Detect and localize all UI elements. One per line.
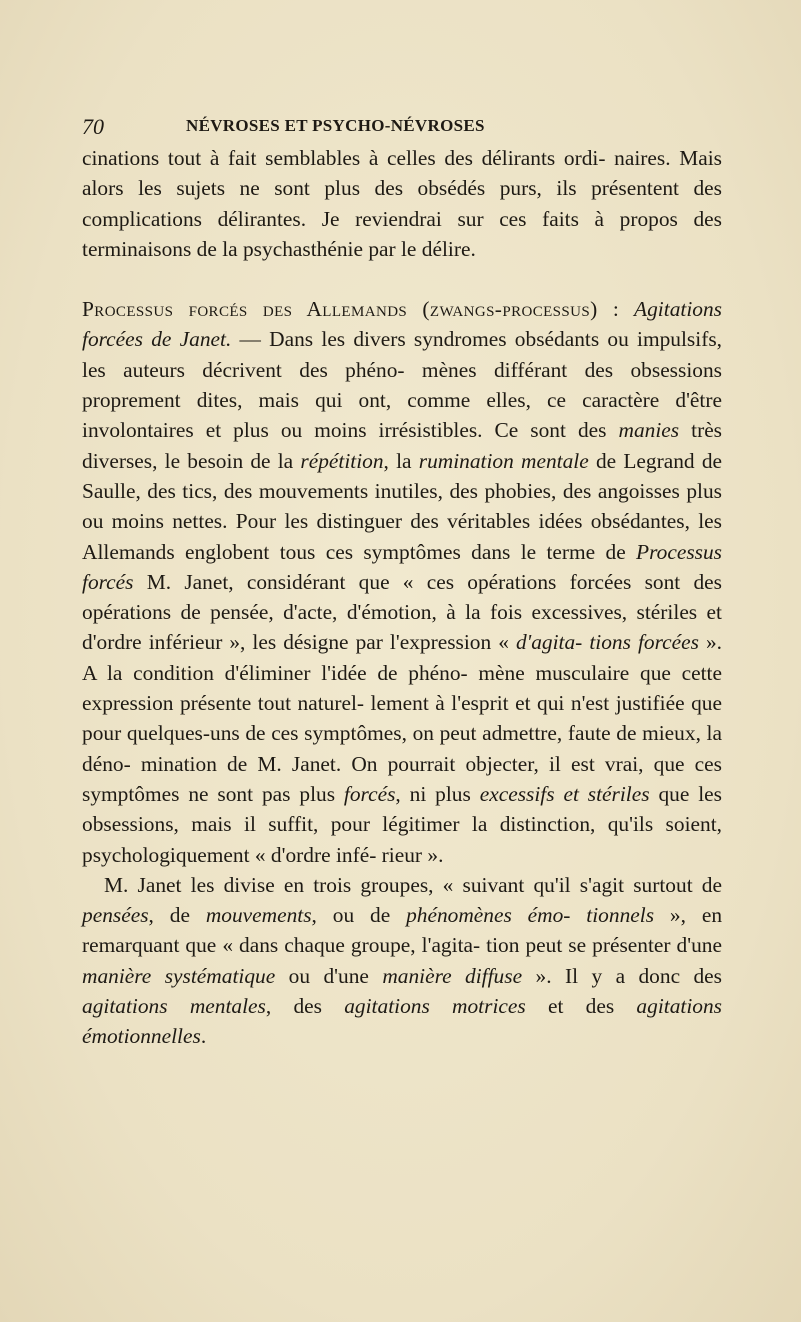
emphasis: manière diffuse [382, 963, 523, 988]
text-run: M. Janet les divise en trois groupes, « suivant qu'il s'agit surtout de [104, 872, 722, 897]
emphasis: pensées [82, 903, 149, 928]
paragraph-3 [82, 870, 722, 1052]
emphasis: Processus forcés [82, 539, 722, 594]
page-number: 70 [82, 114, 104, 139]
running-head [82, 114, 724, 138]
emphasis: agitations motrices [344, 994, 526, 1019]
emphasis: mouvements [205, 903, 312, 928]
text-run: M. Janet, considérant que « ces opérations forcées sont des opérations de pensée, d'acte, d'émotion, à la fois excessives, stériles et d'ordre inférieur », les désigne par l'expression « [82, 569, 722, 655]
text-run: — Dans les divers syndromes obsédants ou impulsifs, les auteurs décrivent des phéno- mènes différant des obsessions proprement dites, mais qui ont, comme elles, ce caractère d'être involontaires et plus ou moins irrésistibles. Ce sont des [82, 327, 722, 443]
emphasis: forcés [343, 781, 396, 806]
emphasis: agitations émotionnelles [82, 994, 722, 1049]
text-run: très diverses, le besoin de la [82, 418, 723, 473]
text-run: ». Il y a donc des [522, 963, 722, 988]
text-run: que les obsessions, mais il suffit, pour légitimer la distinction, qu'ils soient, psychologiquement « d'ordre infé- rieur ». [82, 781, 722, 867]
text-run: ou d'une [275, 963, 383, 988]
emphasis: d'agita- tions forcées [515, 630, 699, 655]
emphasis: rumination mentale [418, 448, 589, 473]
running-title: NÉVROSES ET PSYCHO-NÉVROSES [186, 116, 485, 135]
paragraph-1: cinations tout à fait semblables à celles des délirants ordi- naires. Mais alors les sujets ne sont plus des obsédés purs, ils présentent des complications délirantes. Je reviendrai sur ces faits à propos des terminaisons de la psychasthénie par le délire. [82, 146, 722, 261]
section-subheading: Agitations forcées de Janet. [82, 297, 722, 352]
emphasis: agitations mentales [82, 994, 266, 1019]
body-text [82, 143, 722, 1052]
text-run: », en remarquant que « dans chaque groupe, l'agita- tion peut se présenter d'une [82, 903, 723, 958]
text-run: , la [383, 448, 419, 473]
emphasis: manies [618, 418, 680, 443]
text-run: , ou de [311, 903, 407, 928]
text-run: , ni plus [395, 781, 480, 806]
text-run: de Legrand de Saulle, des tics, des mouvements inutiles, des phobies, des angoisses plus ou moins nettes. Pour les distinguer des véritables idées obsédantes, les Allemands englobent tous ces symptômes dans le terme de [82, 448, 723, 564]
text-run: , des [265, 994, 345, 1019]
text-run: ». A la condition d'éliminer l'idée de phéno- mène musculaire que cette expression présente tout naturel- lement à l'esprit et qui n'est justifiée que pour quelques-uns de ces symptômes, on peut admettre, faute de mieux, la déno- mination de M. Janet. On pourrait objecter, il est vrai, que ces symptômes ne sont pas plus [82, 630, 723, 806]
section-heading: Processus forcés des Allemands (zwangs-processus) : [82, 297, 620, 322]
emphasis: excessifs et stériles [479, 781, 650, 806]
text-run: . [200, 1024, 207, 1049]
paragraph-2 [82, 294, 722, 870]
emphasis: répétition [300, 448, 384, 473]
emphasis: phénomènes émo- tionnels [406, 903, 655, 928]
emphasis: manière systématique [82, 963, 276, 988]
text-run: et des [525, 994, 637, 1019]
text-run: , de [148, 903, 206, 928]
